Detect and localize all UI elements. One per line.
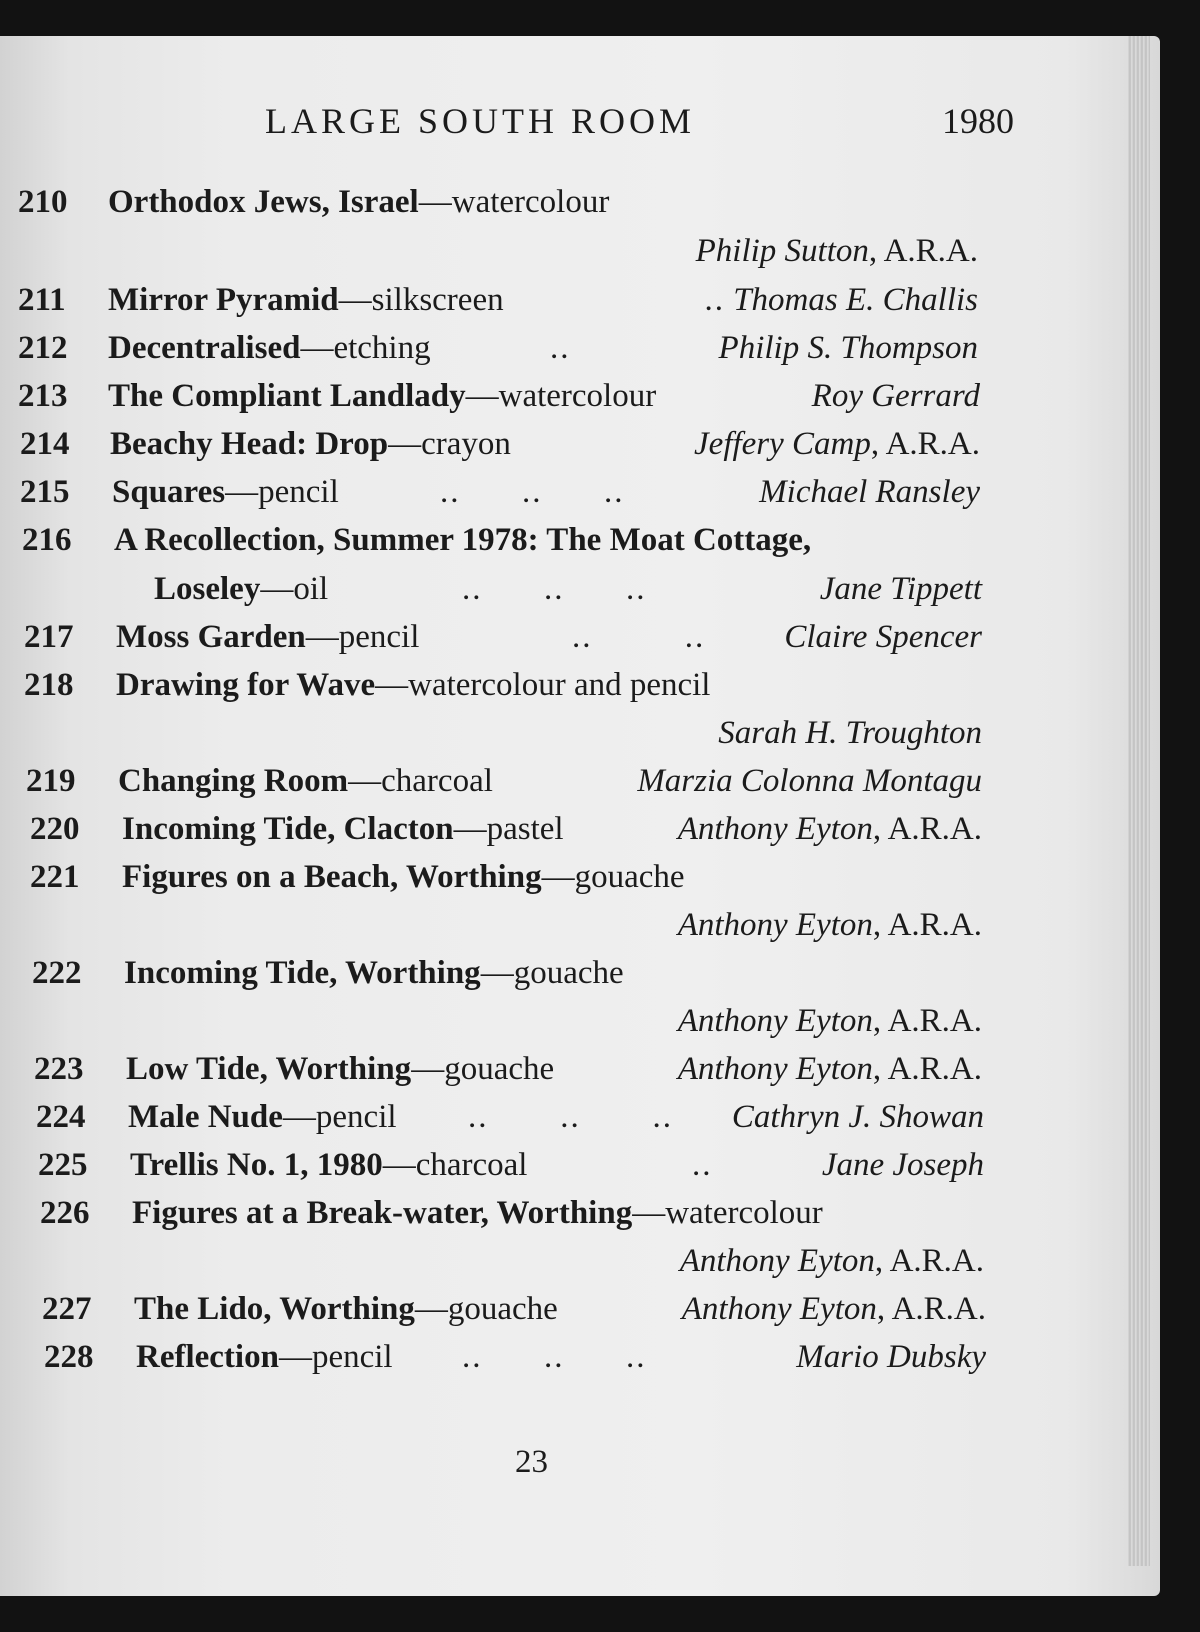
- entry-leader-dots: .. .. ..: [462, 1339, 647, 1375]
- entry-number: 211: [18, 282, 66, 318]
- catalogue-year: 1980: [942, 101, 1014, 141]
- entry-number: 224: [36, 1099, 86, 1135]
- entry-title: Drawing for Wave: [116, 667, 376, 703]
- entry-artist-suffix: , A.R.A.: [872, 1003, 982, 1039]
- entry-number: 216: [22, 522, 72, 558]
- entry-artist: Anthony Eyton: [677, 907, 873, 943]
- catalogue-entry: [22, 518, 982, 562]
- catalogue-entry-artist-line: [30, 903, 982, 947]
- entry-artist-suffix: , A.R.A.: [874, 1243, 984, 1279]
- entry-medium: —pencil: [278, 1339, 393, 1375]
- catalogue-entry: [20, 422, 980, 466]
- entry-artist: Michael Ransley: [759, 474, 980, 510]
- entry-medium: —charcoal: [348, 763, 493, 799]
- entry-artist: Sarah H. Troughton: [718, 715, 982, 751]
- entry-number: 227: [42, 1291, 92, 1327]
- entry-medium: —gouache: [414, 1291, 558, 1327]
- catalogue-entry: [36, 1095, 984, 1139]
- entry-number: 214: [20, 426, 70, 462]
- entry-artist: Cathryn J. Showan: [731, 1099, 984, 1135]
- entry-title: Mirror Pyramid: [108, 282, 339, 318]
- entry-title: Male Nude: [128, 1099, 283, 1135]
- entry-number: 220: [30, 811, 80, 847]
- entry-artist: Anthony Eyton: [677, 1003, 873, 1039]
- entry-medium: —pencil: [305, 619, 420, 655]
- entry-number: 222: [32, 955, 82, 991]
- catalogue-entry: [18, 374, 980, 418]
- catalogue-entry: [26, 759, 982, 803]
- entry-number: 218: [24, 667, 74, 703]
- entry-artist: Marzia Colonna Montagu: [637, 763, 982, 799]
- catalogue-entry: [18, 278, 978, 322]
- entry-artist-suffix: , A.R.A.: [870, 426, 980, 462]
- entry-artist-suffix: , A.R.A.: [876, 1291, 986, 1327]
- entry-title: Incoming Tide, Worthing: [124, 955, 481, 991]
- entry-title: Squares: [112, 474, 226, 510]
- entry-medium: —crayon: [388, 426, 511, 462]
- catalogue-entry: [32, 951, 982, 995]
- entry-artist: Anthony Eyton: [677, 811, 873, 847]
- catalogue-entry-continuation: [22, 567, 982, 611]
- entry-medium: —watercolour: [465, 378, 657, 414]
- entry-artist: Anthony Eyton: [681, 1291, 877, 1327]
- entry-medium: —charcoal: [382, 1147, 528, 1183]
- entry-medium: —silkscreen: [338, 282, 504, 318]
- entry-artist-suffix: , A.R.A.: [872, 907, 982, 943]
- entry-title: Beachy Head: Drop: [110, 426, 389, 462]
- entry-leader-dots: ..: [692, 1147, 713, 1183]
- entry-medium: —etching: [300, 330, 431, 366]
- entry-artist: Anthony Eyton: [677, 1051, 873, 1087]
- entry-number: 228: [44, 1339, 94, 1375]
- entry-leader-dots: .. .. ..: [440, 474, 625, 510]
- entry-medium: —pencil: [282, 1099, 397, 1135]
- running-head: [0, 100, 1200, 150]
- entry-artist: Thomas E. Challis: [733, 282, 978, 318]
- catalogue-entry-artist-line: [24, 711, 982, 755]
- catalogue-entry: [40, 1191, 984, 1235]
- entry-title: Changing Room: [118, 763, 349, 799]
- entry-artist: Philip S. Thompson: [718, 330, 978, 366]
- catalogue-entry: [24, 663, 982, 707]
- page-number: 23: [515, 1444, 548, 1480]
- catalogue-entry: [44, 1335, 986, 1379]
- entry-number: 212: [18, 330, 68, 366]
- entry-artist: Jane Tippett: [819, 571, 982, 607]
- entry-artist: Jeffery Camp: [694, 426, 871, 462]
- entry-title: Reflection: [136, 1339, 279, 1375]
- entry-medium: —oil: [260, 571, 329, 607]
- entry-leader-dots: .. .. ..: [468, 1099, 673, 1135]
- catalogue-entry-artist-line: [18, 229, 978, 273]
- entry-number: 225: [38, 1147, 88, 1183]
- entry-leader-dots: .. ..: [572, 619, 706, 655]
- catalogue-entry: [18, 180, 978, 224]
- catalogue-entry-artist-line: [32, 999, 982, 1043]
- entry-title: Low Tide, Worthing: [126, 1051, 412, 1087]
- entry-title: A Recollection, Summer 1978: The Moat Cottage,: [114, 522, 812, 558]
- entry-medium: —pastel: [453, 811, 564, 847]
- entry-number: 210: [18, 184, 68, 220]
- catalogue-entry: [38, 1143, 984, 1187]
- entry-artist: Philip Sutton: [695, 233, 869, 269]
- room-title: LARGE SOUTH ROOM: [265, 101, 696, 141]
- catalogue-entry: [24, 615, 982, 659]
- entry-title: Decentralised: [108, 330, 301, 366]
- entry-title-continuation: Loseley: [154, 571, 261, 607]
- entry-title: Incoming Tide, Clacton: [122, 811, 454, 847]
- entry-medium: —gouache: [411, 1051, 555, 1087]
- entry-medium: —watercolour and pencil: [375, 667, 711, 703]
- entry-medium: —pencil: [225, 474, 339, 510]
- entry-number: 219: [26, 763, 76, 799]
- entry-medium: —watercolour: [632, 1195, 823, 1231]
- catalogue-entry: [42, 1287, 986, 1331]
- entry-medium: —watercolour: [418, 184, 610, 220]
- entry-number: 213: [18, 378, 68, 414]
- entry-artist-suffix: , A.R.A.: [872, 811, 982, 847]
- entry-artist: Roy Gerrard: [811, 378, 980, 414]
- entry-title: Orthodox Jews, Israel: [108, 184, 419, 220]
- entry-leader-dots: ..: [550, 330, 571, 366]
- catalogue-entry: [18, 326, 978, 370]
- entry-artist: Mario Dubsky: [796, 1339, 986, 1375]
- entry-number: 217: [24, 619, 74, 655]
- page-edges: [1128, 36, 1150, 1566]
- catalogue-entry-artist-line: [40, 1239, 984, 1283]
- entry-title: Figures at a Break-water, Worthing: [132, 1195, 633, 1231]
- catalogue-entry: [34, 1047, 982, 1091]
- entry-title: Trellis No. 1, 1980: [130, 1147, 383, 1183]
- entry-artist: Jane Joseph: [821, 1147, 984, 1183]
- entry-artist-suffix: , A.R.A.: [868, 233, 978, 269]
- entry-medium: —gouache: [480, 955, 624, 991]
- entry-artist-suffix: , A.R.A.: [872, 1051, 982, 1087]
- entry-number: 226: [40, 1195, 90, 1231]
- entry-leader-dots: .. .. ..: [462, 571, 647, 607]
- entry-leader-dots: ..: [704, 282, 725, 318]
- entry-number: 221: [30, 859, 80, 895]
- entry-artist: Anthony Eyton: [679, 1243, 875, 1279]
- catalogue-entry: [30, 807, 982, 851]
- entry-number: 223: [34, 1051, 84, 1087]
- catalogue-entry: [20, 470, 980, 514]
- entry-title: The Compliant Landlady: [108, 378, 466, 414]
- entry-title: Figures on a Beach, Worthing: [122, 859, 542, 895]
- entry-title: Moss Garden: [116, 619, 306, 655]
- entry-medium: —gouache: [541, 859, 685, 895]
- entry-title: The Lido, Worthing: [134, 1291, 415, 1327]
- catalogue-entry: [30, 855, 982, 899]
- entry-number: 215: [20, 474, 70, 510]
- entry-artist: Claire Spencer: [784, 619, 982, 655]
